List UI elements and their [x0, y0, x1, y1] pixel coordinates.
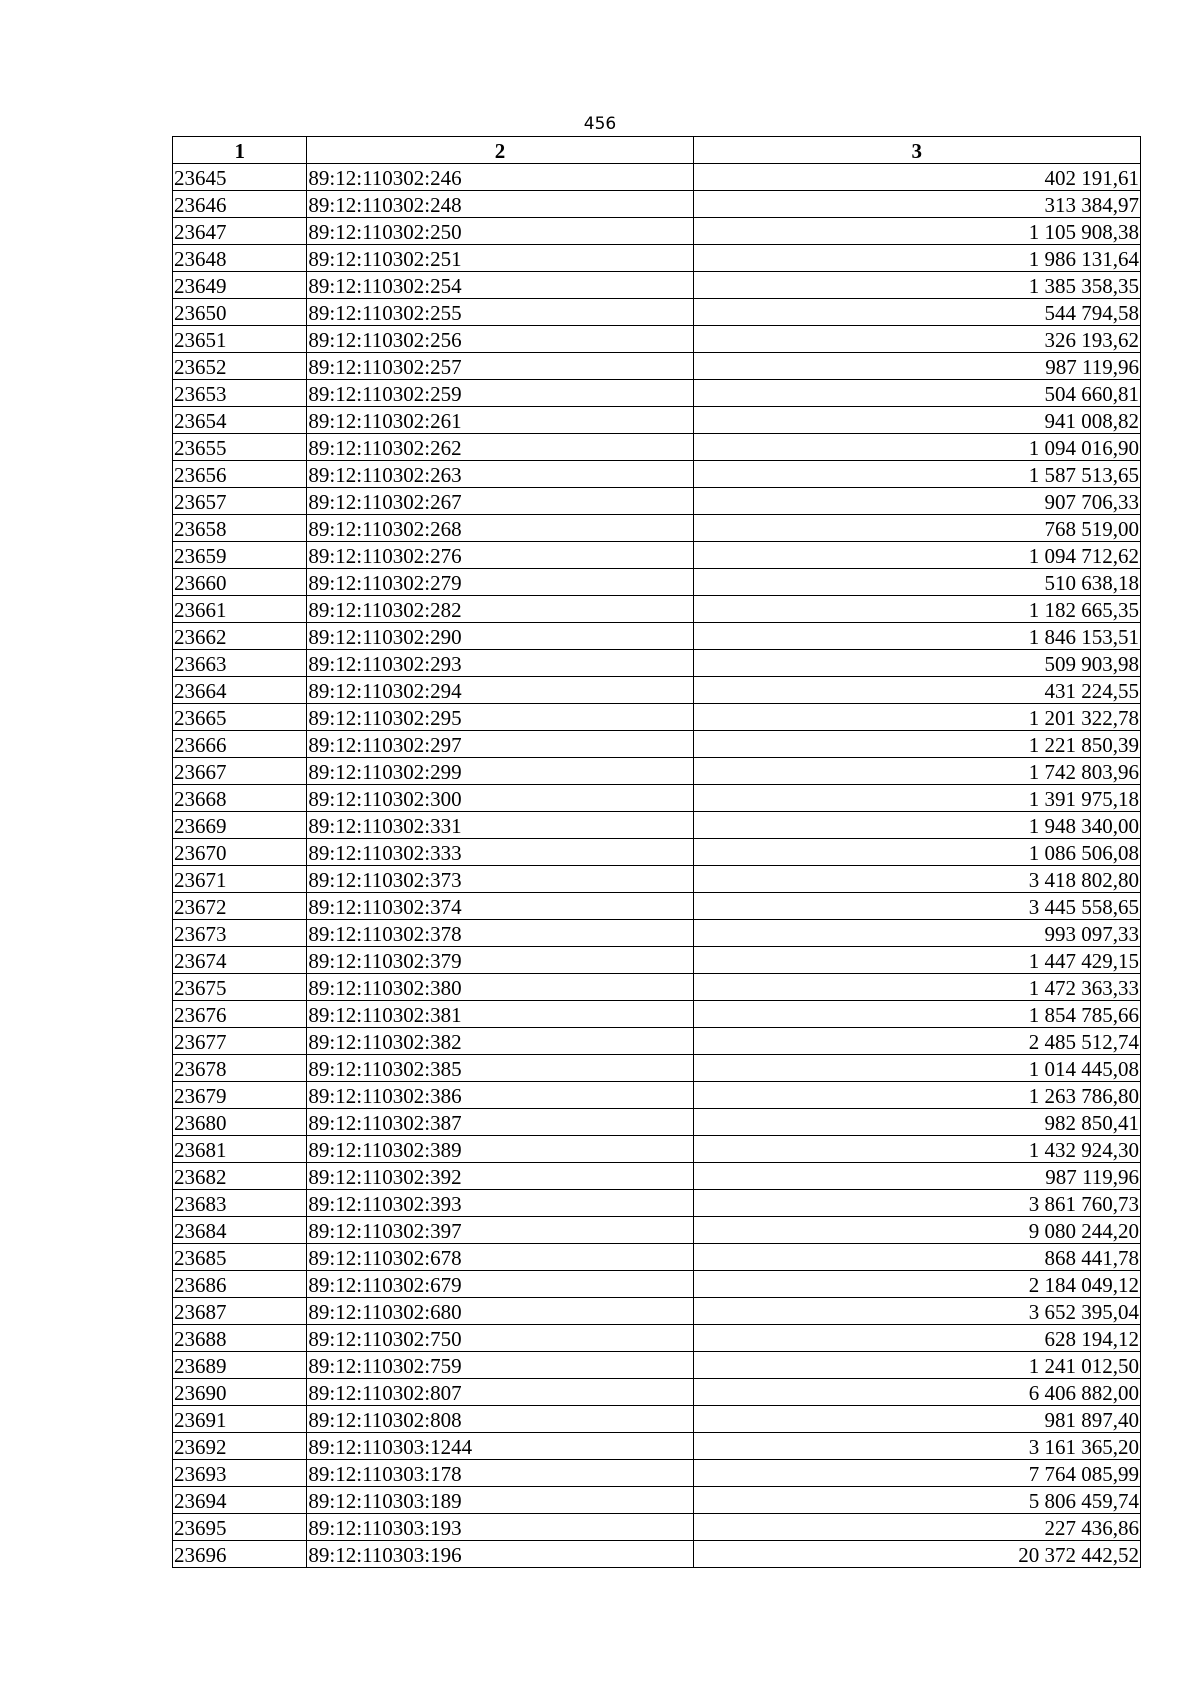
table-row: [173, 1487, 1141, 1514]
row-number-cell: 23662: [173, 623, 307, 650]
table-row: [173, 1433, 1141, 1460]
row-number-cell: 23650: [173, 299, 307, 326]
table-row: [173, 1109, 1141, 1136]
row-number-cell: 23681: [173, 1136, 307, 1163]
data-table: [172, 136, 1141, 1568]
cadastral-number-cell: 89:12:110302:259: [307, 380, 693, 407]
value-cell: 1 263 786,80: [693, 1082, 1140, 1109]
table-row: [173, 758, 1141, 785]
value-cell: 1 948 340,00: [693, 812, 1140, 839]
table-row: [173, 191, 1141, 218]
table-row: [173, 1541, 1141, 1568]
value-cell: 326 193,62: [693, 326, 1140, 353]
row-number-cell: 23645: [173, 164, 307, 191]
row-number-cell: 23691: [173, 1406, 307, 1433]
table-row: [173, 974, 1141, 1001]
value-cell: 1 014 445,08: [693, 1055, 1140, 1082]
cadastral-number-cell: 89:12:110302:267: [307, 488, 693, 515]
row-number-cell: 23661: [173, 596, 307, 623]
cadastral-number-cell: 89:12:110302:290: [307, 623, 693, 650]
row-number-cell: 23676: [173, 1001, 307, 1028]
row-number-cell: 23667: [173, 758, 307, 785]
cadastral-number-cell: 89:12:110303:196: [307, 1541, 693, 1568]
table-row: [173, 1406, 1141, 1433]
value-cell: 313 384,97: [693, 191, 1140, 218]
row-number-cell: 23649: [173, 272, 307, 299]
cadastral-number-cell: 89:12:110302:300: [307, 785, 693, 812]
value-cell: 987 119,96: [693, 1163, 1140, 1190]
row-number-cell: 23682: [173, 1163, 307, 1190]
table-row: [173, 1298, 1141, 1325]
table-row: [173, 893, 1141, 920]
table-row: [173, 1460, 1141, 1487]
value-cell: 1 432 924,30: [693, 1136, 1140, 1163]
value-cell: 1 472 363,33: [693, 974, 1140, 1001]
row-number-cell: 23677: [173, 1028, 307, 1055]
cadastral-number-cell: 89:12:110302:248: [307, 191, 693, 218]
value-cell: 1 986 131,64: [693, 245, 1140, 272]
value-cell: 544 794,58: [693, 299, 1140, 326]
value-cell: 2 485 512,74: [693, 1028, 1140, 1055]
row-number-cell: 23664: [173, 677, 307, 704]
row-number-cell: 23692: [173, 1433, 307, 1460]
cadastral-number-cell: 89:12:110302:261: [307, 407, 693, 434]
cadastral-number-cell: 89:12:110302:389: [307, 1136, 693, 1163]
row-number-cell: 23686: [173, 1271, 307, 1298]
table-row: [173, 1082, 1141, 1109]
row-number-cell: 23671: [173, 866, 307, 893]
cadastral-number-cell: 89:12:110302:380: [307, 974, 693, 1001]
row-number-cell: 23672: [173, 893, 307, 920]
table-row: [173, 677, 1141, 704]
cadastral-number-cell: 89:12:110302:246: [307, 164, 693, 191]
row-number-cell: 23648: [173, 245, 307, 272]
row-number-cell: 23685: [173, 1244, 307, 1271]
value-cell: 987 119,96: [693, 353, 1140, 380]
row-number-cell: 23653: [173, 380, 307, 407]
value-cell: 509 903,98: [693, 650, 1140, 677]
cadastral-number-cell: 89:12:110303:1244: [307, 1433, 693, 1460]
cadastral-number-cell: 89:12:110302:678: [307, 1244, 693, 1271]
table-row: [173, 947, 1141, 974]
table-row: [173, 1271, 1141, 1298]
cadastral-number-cell: 89:12:110302:268: [307, 515, 693, 542]
value-cell: 2 184 049,12: [693, 1271, 1140, 1298]
row-number-cell: 23693: [173, 1460, 307, 1487]
cadastral-number-cell: 89:12:110302:257: [307, 353, 693, 380]
value-cell: 510 638,18: [693, 569, 1140, 596]
row-number-cell: 23675: [173, 974, 307, 1001]
cadastral-number-cell: 89:12:110302:299: [307, 758, 693, 785]
row-number-cell: 23647: [173, 218, 307, 245]
value-cell: 3 861 760,73: [693, 1190, 1140, 1217]
row-number-cell: 23694: [173, 1487, 307, 1514]
cadastral-number-cell: 89:12:110302:279: [307, 569, 693, 596]
table-row: [173, 1325, 1141, 1352]
table-row: [173, 623, 1141, 650]
row-number-cell: 23666: [173, 731, 307, 758]
cadastral-number-cell: 89:12:110303:178: [307, 1460, 693, 1487]
cadastral-number-cell: 89:12:110302:276: [307, 542, 693, 569]
cadastral-number-cell: 89:12:110302:256: [307, 326, 693, 353]
table-row: [173, 542, 1141, 569]
table-row: [173, 434, 1141, 461]
table-row: [173, 380, 1141, 407]
row-number-cell: 23688: [173, 1325, 307, 1352]
table-body: [173, 164, 1141, 1568]
cadastral-number-cell: 89:12:110302:759: [307, 1352, 693, 1379]
table-row: [173, 866, 1141, 893]
value-cell: 1 742 803,96: [693, 758, 1140, 785]
table-row: [173, 569, 1141, 596]
column-header-2: 2: [307, 137, 693, 164]
row-number-cell: 23663: [173, 650, 307, 677]
cadastral-number-cell: 89:12:110302:379: [307, 947, 693, 974]
cadastral-number-cell: 89:12:110302:393: [307, 1190, 693, 1217]
row-number-cell: 23695: [173, 1514, 307, 1541]
table-row: [173, 1514, 1141, 1541]
value-cell: 868 441,78: [693, 1244, 1140, 1271]
table-row: [173, 1379, 1141, 1406]
column-header-1: 1: [173, 137, 307, 164]
row-number-cell: 23674: [173, 947, 307, 974]
table-row: [173, 650, 1141, 677]
cadastral-number-cell: 89:12:110302:378: [307, 920, 693, 947]
cadastral-number-cell: 89:12:110302:373: [307, 866, 693, 893]
value-cell: 1 447 429,15: [693, 947, 1140, 974]
cadastral-number-cell: 89:12:110302:293: [307, 650, 693, 677]
value-cell: 5 806 459,74: [693, 1487, 1140, 1514]
value-cell: 1 846 153,51: [693, 623, 1140, 650]
row-number-cell: 23679: [173, 1082, 307, 1109]
cadastral-number-cell: 89:12:110302:297: [307, 731, 693, 758]
table-row: [173, 812, 1141, 839]
table-row: [173, 515, 1141, 542]
table-row: [173, 461, 1141, 488]
table-row: [173, 1001, 1141, 1028]
value-cell: 981 897,40: [693, 1406, 1140, 1433]
table-row: [173, 353, 1141, 380]
table-row: [173, 1136, 1141, 1163]
cadastral-number-cell: 89:12:110302:282: [307, 596, 693, 623]
table-row: [173, 218, 1141, 245]
value-cell: 3 445 558,65: [693, 893, 1140, 920]
page-number: 456: [583, 114, 617, 134]
cadastral-number-cell: 89:12:110302:295: [307, 704, 693, 731]
table-row: [173, 326, 1141, 353]
value-cell: 993 097,33: [693, 920, 1140, 947]
value-cell: 1 587 513,65: [693, 461, 1140, 488]
value-cell: 1 105 908,38: [693, 218, 1140, 245]
cadastral-number-cell: 89:12:110303:189: [307, 1487, 693, 1514]
table-row: [173, 407, 1141, 434]
row-number-cell: 23684: [173, 1217, 307, 1244]
value-cell: 3 652 395,04: [693, 1298, 1140, 1325]
cadastral-number-cell: 89:12:110302:385: [307, 1055, 693, 1082]
row-number-cell: 23655: [173, 434, 307, 461]
row-number-cell: 23689: [173, 1352, 307, 1379]
row-number-cell: 23646: [173, 191, 307, 218]
value-cell: 431 224,55: [693, 677, 1140, 704]
cadastral-number-cell: 89:12:110302:263: [307, 461, 693, 488]
cadastral-number-cell: 89:12:110302:251: [307, 245, 693, 272]
value-cell: 941 008,82: [693, 407, 1140, 434]
row-number-cell: 23656: [173, 461, 307, 488]
value-cell: 1 201 322,78: [693, 704, 1140, 731]
cadastral-number-cell: 89:12:110302:374: [307, 893, 693, 920]
cadastral-number-cell: 89:12:110302:397: [307, 1217, 693, 1244]
row-number-cell: 23652: [173, 353, 307, 380]
row-number-cell: 23665: [173, 704, 307, 731]
table-row: [173, 272, 1141, 299]
cadastral-number-cell: 89:12:110302:262: [307, 434, 693, 461]
cadastral-number-cell: 89:12:110302:807: [307, 1379, 693, 1406]
value-cell: 402 191,61: [693, 164, 1140, 191]
value-cell: 3 418 802,80: [693, 866, 1140, 893]
value-cell: 3 161 365,20: [693, 1433, 1140, 1460]
table-row: [173, 920, 1141, 947]
table-row: [173, 1028, 1141, 1055]
column-header-3: 3: [693, 137, 1140, 164]
value-cell: 1 182 665,35: [693, 596, 1140, 623]
row-number-cell: 23657: [173, 488, 307, 515]
cadastral-number-cell: 89:12:110302:294: [307, 677, 693, 704]
cadastral-number-cell: 89:12:110302:250: [307, 218, 693, 245]
table-row: [173, 839, 1141, 866]
value-cell: 20 372 442,52: [693, 1541, 1140, 1568]
cadastral-number-cell: 89:12:110302:255: [307, 299, 693, 326]
cadastral-number-cell: 89:12:110302:680: [307, 1298, 693, 1325]
value-cell: 907 706,33: [693, 488, 1140, 515]
cadastral-number-cell: 89:12:110302:387: [307, 1109, 693, 1136]
cadastral-number-cell: 89:12:110302:382: [307, 1028, 693, 1055]
table-row: [173, 299, 1141, 326]
table-row: [173, 785, 1141, 812]
table-row: [173, 731, 1141, 758]
cadastral-number-cell: 89:12:110302:331: [307, 812, 693, 839]
row-number-cell: 23690: [173, 1379, 307, 1406]
table-row: [173, 1055, 1141, 1082]
table-row: [173, 164, 1141, 191]
table-header-row: [173, 137, 1141, 164]
row-number-cell: 23669: [173, 812, 307, 839]
value-cell: 1 391 975,18: [693, 785, 1140, 812]
table-row: [173, 1217, 1141, 1244]
value-cell: 9 080 244,20: [693, 1217, 1140, 1244]
table-row: [173, 1163, 1141, 1190]
value-cell: 1 086 506,08: [693, 839, 1140, 866]
table-row: [173, 596, 1141, 623]
value-cell: 227 436,86: [693, 1514, 1140, 1541]
cadastral-number-cell: 89:12:110302:808: [307, 1406, 693, 1433]
cadastral-number-cell: 89:12:110302:679: [307, 1271, 693, 1298]
row-number-cell: 23658: [173, 515, 307, 542]
row-number-cell: 23654: [173, 407, 307, 434]
row-number-cell: 23660: [173, 569, 307, 596]
value-cell: 1 854 785,66: [693, 1001, 1140, 1028]
value-cell: 982 850,41: [693, 1109, 1140, 1136]
row-number-cell: 23680: [173, 1109, 307, 1136]
value-cell: 1 385 358,35: [693, 272, 1140, 299]
value-cell: 1 094 016,90: [693, 434, 1140, 461]
table-row: [173, 1190, 1141, 1217]
cadastral-number-cell: 89:12:110302:381: [307, 1001, 693, 1028]
value-cell: 6 406 882,00: [693, 1379, 1140, 1406]
row-number-cell: 23668: [173, 785, 307, 812]
cadastral-number-cell: 89:12:110302:254: [307, 272, 693, 299]
row-number-cell: 23673: [173, 920, 307, 947]
cadastral-number-cell: 89:12:110302:750: [307, 1325, 693, 1352]
value-cell: 1 094 712,62: [693, 542, 1140, 569]
table-row: [173, 488, 1141, 515]
cadastral-number-cell: 89:12:110303:193: [307, 1514, 693, 1541]
table-row: [173, 704, 1141, 731]
table-row: [173, 1244, 1141, 1271]
row-number-cell: 23696: [173, 1541, 307, 1568]
row-number-cell: 23678: [173, 1055, 307, 1082]
value-cell: 768 519,00: [693, 515, 1140, 542]
table-row: [173, 245, 1141, 272]
value-cell: 628 194,12: [693, 1325, 1140, 1352]
value-cell: 1 221 850,39: [693, 731, 1140, 758]
row-number-cell: 23659: [173, 542, 307, 569]
cadastral-number-cell: 89:12:110302:333: [307, 839, 693, 866]
value-cell: 1 241 012,50: [693, 1352, 1140, 1379]
value-cell: 7 764 085,99: [693, 1460, 1140, 1487]
row-number-cell: 23670: [173, 839, 307, 866]
table-row: [173, 1352, 1141, 1379]
cadastral-number-cell: 89:12:110302:386: [307, 1082, 693, 1109]
row-number-cell: 23683: [173, 1190, 307, 1217]
row-number-cell: 23687: [173, 1298, 307, 1325]
row-number-cell: 23651: [173, 326, 307, 353]
cadastral-number-cell: 89:12:110302:392: [307, 1163, 693, 1190]
value-cell: 504 660,81: [693, 380, 1140, 407]
